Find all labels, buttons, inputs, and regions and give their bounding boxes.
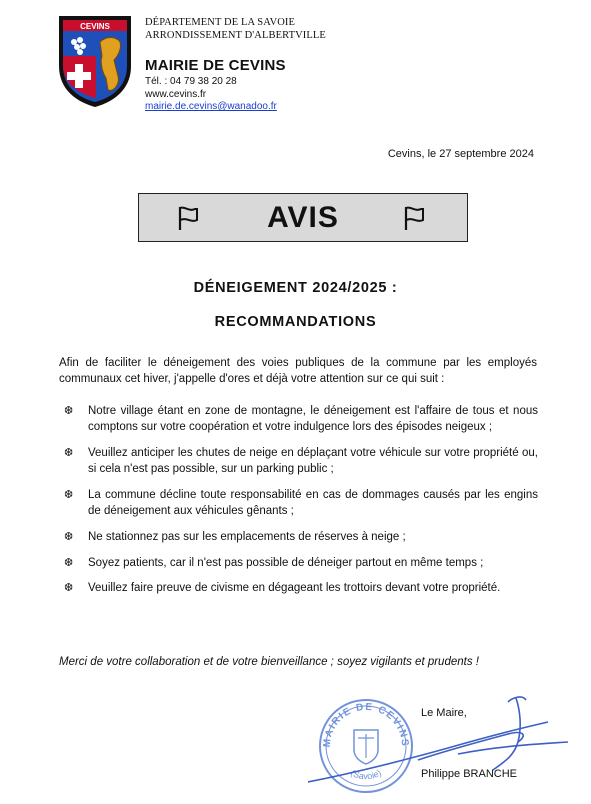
recommendation-item <box>60 581 538 597</box>
recommendation-item <box>60 446 538 477</box>
phone-number: Tél. : 04 79 38 20 28 <box>145 76 237 87</box>
recommendation-text: Veuillez faire preuve de civisme en dégageant les trottoirs devant votre propriété. <box>88 582 501 594</box>
stamp-text-bottom: (Savoie) <box>349 767 383 782</box>
snowflake-bullet-icon: ❆ <box>64 447 74 459</box>
recommendation-text: La commune décline toute responsabilité en cas de dommages causés par les engins de déneigement aux véhicules gênants ; <box>88 489 538 517</box>
snowflake-bullet-icon: ❆ <box>64 489 74 501</box>
recommendation-text: Notre village étant en zone de montagne, le déneigement est l'affaire de tous et nous comptons sur votre coopération et votre indulgence lors des épisodes neigeux ; <box>88 405 538 433</box>
signatory-name: Philippe BRANCHE <box>421 768 517 780</box>
department-block <box>145 16 326 42</box>
recommendations-list <box>60 404 538 597</box>
snowflake-bullet-icon: ❆ <box>64 582 74 594</box>
website-link[interactable]: www.cevins.fr <box>145 88 207 100</box>
closing-sentence: Merci de votre collaboration et de votre bienveillance ; soyez vigilants et prudents ! <box>59 656 479 668</box>
department-line: DÉPARTEMENT DE LA SAVOIE <box>145 17 296 28</box>
date-line: Cevins, le 27 septembre 2024 <box>387 148 534 160</box>
signatory-title: Le Maire, <box>421 707 467 719</box>
mairie-title: MAIRIE DE CEVINS <box>145 57 286 74</box>
crest-label: CEVINS <box>80 22 110 31</box>
flag-icon <box>401 204 429 232</box>
cevins-crest-logo <box>56 12 134 108</box>
avis-banner <box>138 193 468 242</box>
contact-block <box>145 76 277 114</box>
recommendation-item <box>60 404 538 435</box>
recommendation-text: Veuillez anticiper les chutes de neige en déplaçant votre véhicule sur votre propriété ou, si cela n'est pas possible, sur un parking public ; <box>88 447 538 475</box>
recommendation-text: Ne stationnez pas sur les emplacements de réserves à neige ; <box>88 531 406 543</box>
snowflake-bullet-icon: ❆ <box>64 405 74 417</box>
recommendation-item <box>60 530 538 546</box>
snowflake-bullet-icon: ❆ <box>64 531 74 543</box>
arrondissement-line: ARRONDISSEMENT D'ALBERTVILLE <box>145 30 326 41</box>
avis-title: AVIS <box>267 201 339 234</box>
snowflake-bullet-icon: ❆ <box>64 556 74 569</box>
recommendation-item <box>60 488 538 519</box>
intro-paragraph: Afin de faciliter le déneigement des voies publiques de la commune par les employés communaux cet hiver, j'appelle d'ores et déjà votre attention sur ce qui suit : <box>59 357 537 385</box>
email-link[interactable]: mairie.de.cevins@wanadoo.fr <box>145 101 277 112</box>
stamp-text-top: MAIRIE DE CEVINS <box>321 701 411 748</box>
stamp-seal <box>320 700 412 792</box>
subject-subheading: RECOMMANDATIONS <box>214 314 377 330</box>
recommendation-text: Soyez patients, car il n'est pas possible de déneiger partout en même temps ; <box>88 556 484 569</box>
subject-heading: DÉNEIGEMENT 2024/2025 : <box>193 280 398 296</box>
recommendation-item <box>60 556 538 572</box>
